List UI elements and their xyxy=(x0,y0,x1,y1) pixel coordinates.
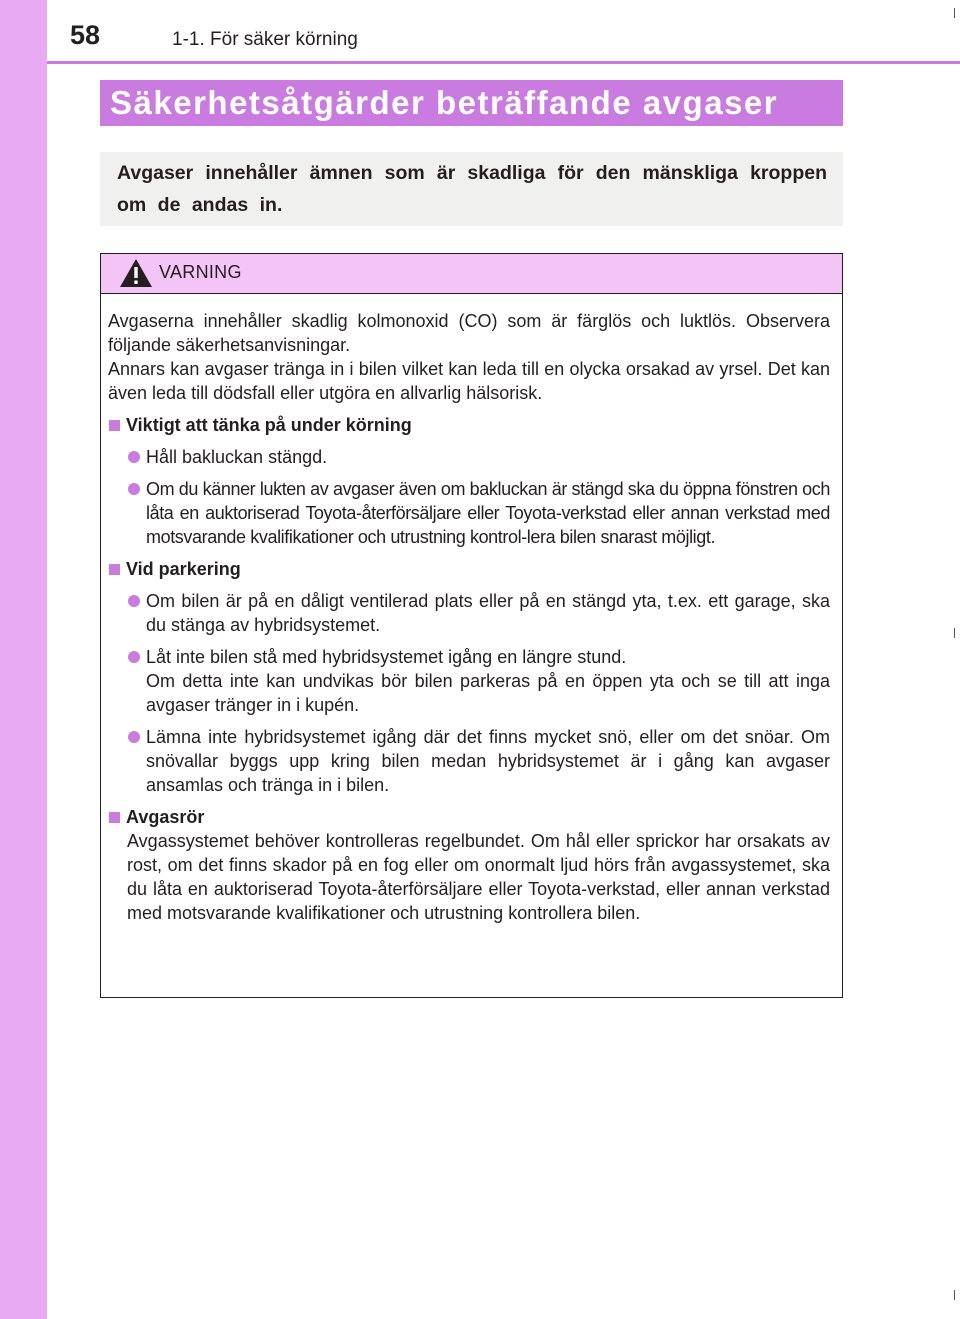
page-number: 58 xyxy=(70,20,101,50)
warning-title: VARNING xyxy=(159,262,242,282)
crop-mark xyxy=(954,628,955,638)
warning-paragraph: Annars kan avgaser tränga in i bilen vilket kan leda till en olycka orsakad av yrsel. Det kan även leda till dödsfall eller utgöra en allvarlig hälsorisk. xyxy=(108,359,830,403)
warning-triangle-icon xyxy=(119,258,153,293)
section-text: Avgassystemet behöver kontrolleras regelbundet. Om hål eller sprickor har orsakats av rost, om det finns skador på en fog eller om onormalt ljud hörs från avgassystemet, ska du låta en auktoriserad Toyota-återförsäljare eller Toyota-verkstad, eller annan verkstad med motsvarande kvalifikationer och utrustning kontrollera bilen. xyxy=(127,831,830,923)
warning-paragraph: Avgaserna innehåller skadlig kolmonoxid (CO) som är färglös och luktlös. Observera följande säkerhetsanvisningar. xyxy=(108,311,830,355)
heading-text: Viktigt att tänka på under körning xyxy=(126,415,412,435)
round-bullet-icon xyxy=(128,483,140,495)
list-item xyxy=(108,589,830,637)
list-item xyxy=(108,445,830,469)
list-item xyxy=(108,477,830,549)
page-title: Säkerhetsåtgärder beträffande avgaser xyxy=(110,84,779,121)
round-bullet-icon xyxy=(128,651,140,663)
heading-text: Avgasrör xyxy=(126,807,205,827)
round-bullet-icon xyxy=(128,451,140,463)
intro-box xyxy=(100,152,843,226)
warning-header xyxy=(101,254,842,294)
section-heading xyxy=(108,805,830,829)
list-item-text: Om du känner lukten av avgaser även om bakluckan är stängd ska du öppna fönstren och låta en auktoriserad Toyota-återförsäljare eller Toyota-verkstad eller annan verkstad med motsvarande kvalifikationer och utrustning kontrol-lera bilen snarast möjligt. xyxy=(146,479,830,547)
square-bullet-icon xyxy=(109,420,120,431)
section-heading xyxy=(108,413,830,437)
intro-text: Avgaser innehåller ämnen som är skadliga för den mänskliga kroppen om de andas in. xyxy=(117,162,827,216)
title-bar xyxy=(100,80,843,126)
heading-text: Vid parkering xyxy=(126,559,241,579)
warning-box xyxy=(100,253,843,998)
round-bullet-icon xyxy=(128,731,140,743)
round-bullet-icon xyxy=(128,595,140,607)
crop-mark xyxy=(954,8,955,18)
list-item-text: Lämna inte hybridsystemet igång där det finns mycket snö, eller om det snöar. Om snövallar byggs upp kring bilen medan hybridsystemet är i gång kan avgaser ansamlas och tränga in i bilen. xyxy=(146,727,830,795)
warning-body xyxy=(108,309,830,925)
section-label: 1-1. För säker körning xyxy=(172,29,358,50)
side-color-strip xyxy=(0,0,47,1319)
section-heading xyxy=(108,557,830,581)
list-item-text: Om bilen är på en dåligt ventilerad plats eller på en stängd yta, t.ex. ett garage, ska du stänga av hybridsystemet. xyxy=(146,591,830,635)
list-item xyxy=(108,725,830,797)
list-item xyxy=(108,645,830,669)
list-item-continuation: Om detta inte kan undvikas bör bilen parkeras på en öppen yta och se till att inga avgaser tränger in i kupén. xyxy=(146,671,830,715)
list-item-text: Låt inte bilen stå med hybridsystemet igång en längre stund. xyxy=(146,647,627,667)
header-rule xyxy=(47,61,960,64)
crop-mark xyxy=(954,1290,955,1300)
square-bullet-icon xyxy=(109,564,120,575)
square-bullet-icon xyxy=(109,812,120,823)
list-item-text: Håll bakluckan stängd. xyxy=(146,447,328,467)
